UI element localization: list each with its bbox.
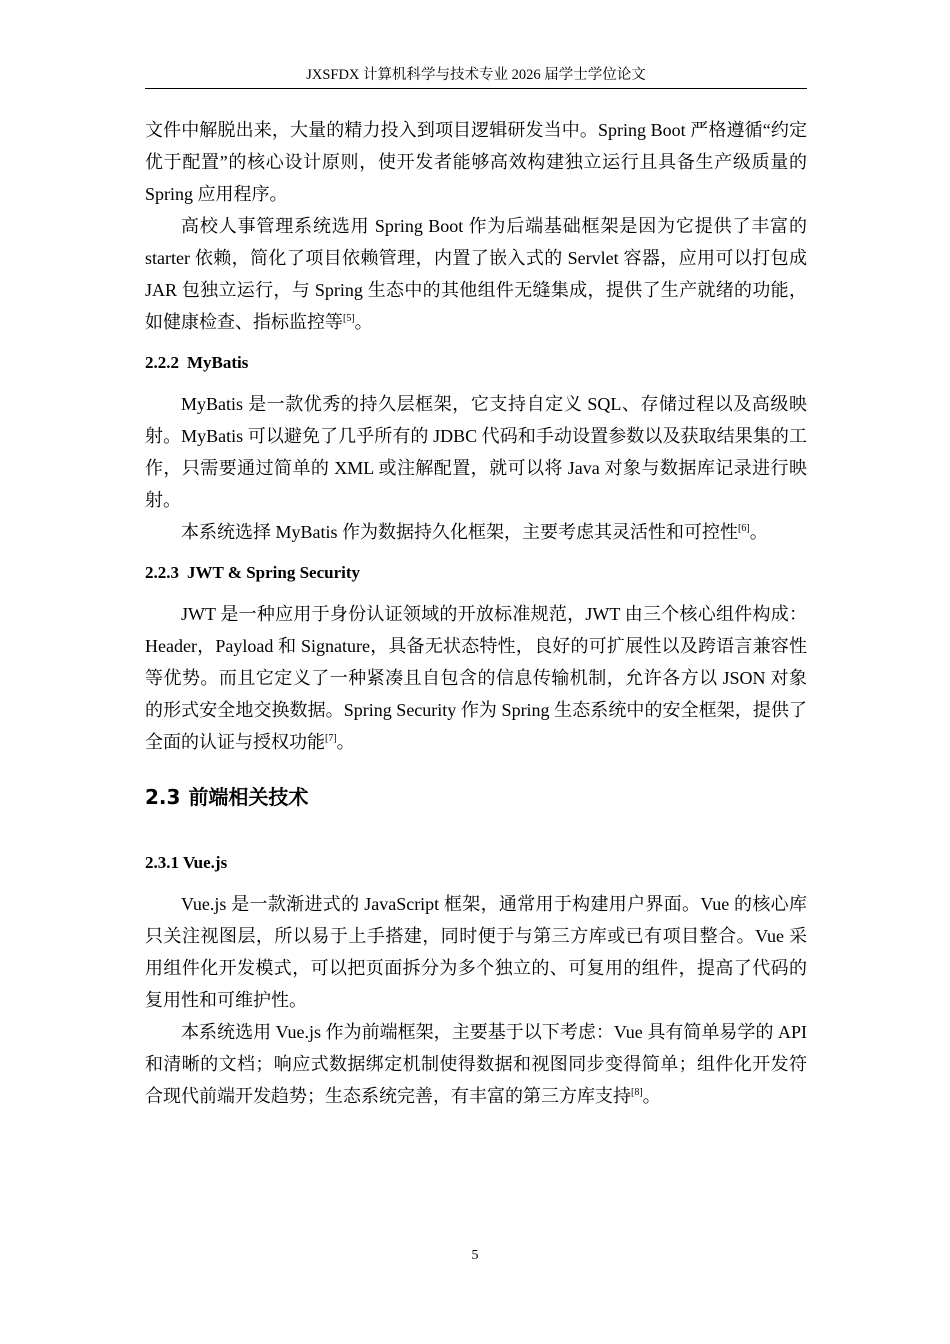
paragraph-spring-boot-selection: 高校人事管理系统选用 Spring Boot 作为后端基础框架是因为它提供了丰富的 starter 依赖，简化了项目依赖管理，内置了嵌入式的 Servlet 容器，应用可以打包成 JAR 包独立运行，与 Spring 生态中的其他组件无缝集成，提供了生产就绪的功能，如健康检查、指标监控等[5]。	[145, 216, 807, 332]
citation-6: [6]	[738, 523, 750, 534]
paragraph-vue-intro: Vue.js 是一款渐进式的 JavaScript 框架，通常用于构建用户界面。Vue 的核心库只关注视图层，所以易于上手搭建，同时便于与第三方库或已有项目整合。Vue 采用组件化开发模式，可以把页面拆分为多个独立的、可复用的组件，提高了代码的复用性和可维护性。	[145, 894, 807, 1010]
section-heading-2-2-2: 2.2.2 MyBatis	[145, 353, 249, 372]
page-number: 5	[471, 1248, 479, 1263]
section-heading-2-3-1: 2.3.1 Vue.js	[145, 853, 228, 872]
paragraph-spring-boot-intro-continued: 文件中解脱出来，大量的精力投入到项目逻辑研发当中。Spring Boot 严格遵循“约定优于配置”的核心设计原则，使开发者能够高效构建独立运行且具备生产级质量的 Spring 应用程序。	[145, 120, 807, 204]
paper-body	[145, 114, 807, 1112]
paragraph-vue-selection: 本系统选用 Vue.js 作为前端框架，主要基于以下考虑：Vue 具有简单易学的 API 和清晰的文档；响应式数据绑定机制使得数据和视图同步变得简单；组件化开发符合现代前端开发趋势；生态系统完善，有丰富的第三方库支持[8]。	[145, 1022, 807, 1106]
section-heading-2-2-3: 2.2.3 JWT & Spring Security	[145, 563, 361, 582]
citation-5: [5]	[343, 313, 355, 324]
citation-7: [7]	[325, 733, 337, 744]
section-heading-2-3: 2.3 前端相关技术	[145, 785, 309, 809]
header-title: JXSFDX 计算机科学与技术专业 2026 届学士学位论文	[306, 67, 646, 83]
paragraph-jwt-spring-security: JWT 是一种应用于身份认证领域的开放标准规范，JWT 由三个核心组件构成：Header，Payload 和 Signature，具备无状态特性，良好的可扩展性以及跨语言兼容性等优势。而且它定义了一种紧凑且自包含的信息传输机制，允许各方以 JSON 对象的形式安全地交换数据。Spring Security 作为 Spring 生态系统中的安全框架，提供了全面的认证与授权功能[7]。	[145, 604, 807, 752]
paragraph-mybatis-intro: MyBatis 是一款优秀的持久层框架，它支持自定义 SQL、存储过程以及高级映射。MyBatis 可以避免了几乎所有的 JDBC 代码和手动设置参数以及获取结果集的工作，只需要通过简单的 XML 或注解配置，就可以将 Java 对象与数据库记录进行映射。	[145, 394, 807, 510]
paragraph-mybatis-selection: 本系统选择 MyBatis 作为数据持久化框架，主要考虑其灵活性和可控性[6]。	[181, 522, 768, 542]
citation-8: [8]	[631, 1087, 643, 1098]
page-header	[145, 66, 807, 89]
